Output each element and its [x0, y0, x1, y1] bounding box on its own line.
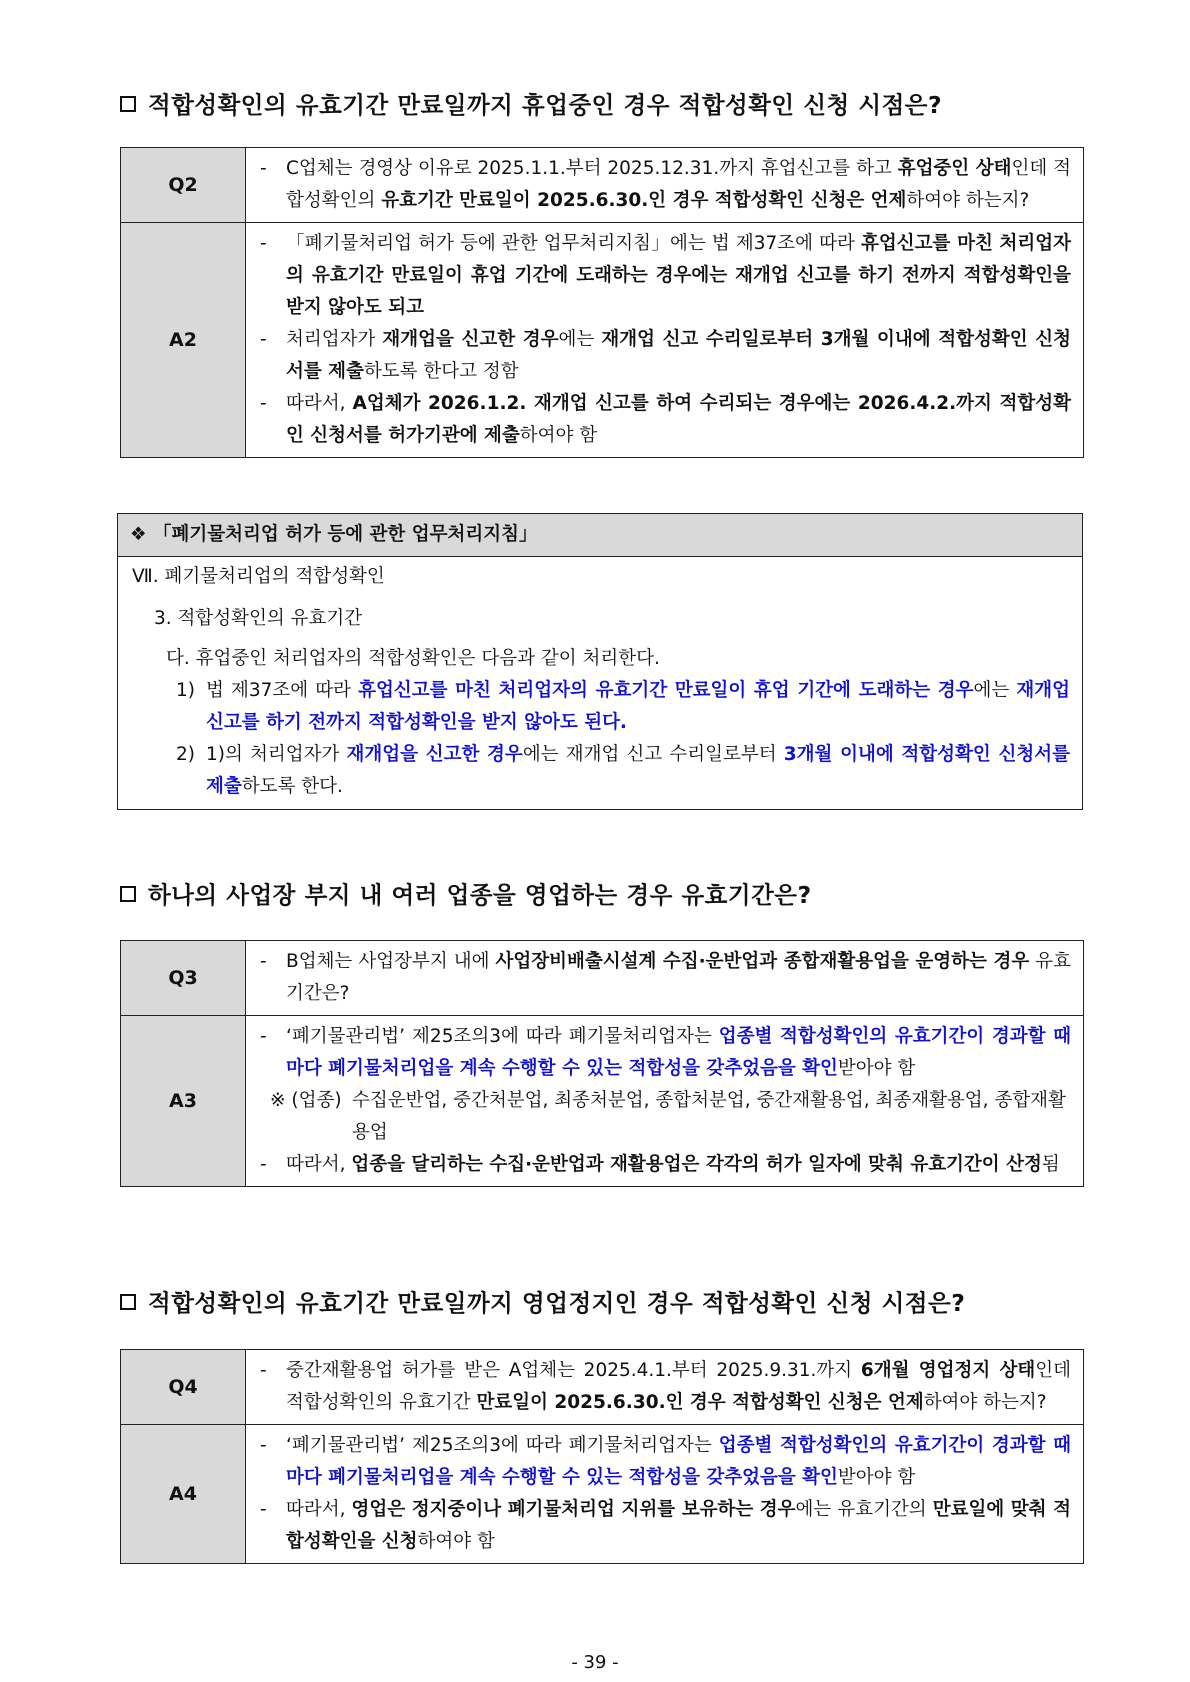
text-segment: 에는 — [558, 329, 602, 350]
text-segment: 재개업을 신고한 경우 — [382, 329, 559, 350]
text-segment: 하도록 한다. — [241, 776, 343, 797]
answer-row — [121, 223, 1084, 458]
answer-text — [286, 388, 1071, 452]
reference-title: ❖ 「폐기물처리업 허가 등에 관한 업무처리지침」 — [118, 514, 1082, 557]
answer-cell: - ‘폐기물관리법’ 제25조의3에 따라 폐기물처리업자는 업종별 적합성확인의 유효기간이 경과할 때마다 폐기물처리업을 계속 수행할 수 있는 적합성을 갖추었음을 확인받아야 함 - 따라서, 영업은 정지중이나 폐기물처리업 지위를 보유하는 경우에는 유효기간의 만료일에 맞춰 적합성확인을 신청하여야 함 — [246, 1425, 1084, 1564]
text-segment: 중간재활용업 허가를 받은 A업체는 2025.4.1.부터 2025.9.31.까지 — [286, 1360, 861, 1381]
text-segment: 재개업 신고 수리일로부터 3개월 이내에 적합성확인 신청서를 제출 — [286, 329, 1071, 382]
checkbox-square-icon — [120, 96, 136, 112]
question-cell: - B업체는 사업장부지 내에 사업장비배출시설계 수집·운반업과 종합재활용업을 운영하는 경우 유효기간은? — [246, 941, 1084, 1016]
text-segment: 6개월 영업정지 상태 — [860, 1360, 1036, 1381]
text-segment: 하여야 함 — [417, 1531, 495, 1552]
text-segment: 업종별 적합성확인의 유효기간이 경과할 때마다 폐기물처리업을 계속 수행할 수 있는 적합성을 갖추었음을 확인 — [286, 1435, 1071, 1488]
text-segment: 유효기간은? — [286, 951, 1072, 1004]
text-segment: 받아야 함 — [837, 1467, 916, 1488]
text-segment: 법 제37조에 따라 — [206, 680, 359, 701]
question-cell: - C업체는 경영상 이유로 2025.1.1.부터 2025.12.31.까지 휴업신고를 하고 휴업중인 상태인데 적합성확인의 유효기간 만료일이 2025.6.30.인 경우 적합성확인 신청은 언제하여야 하는지? — [246, 148, 1084, 223]
reference-chapter: Ⅶ. 폐기물처리업의 적합성확인 — [132, 566, 385, 587]
text-segment: 하여야 하는지? — [906, 190, 1030, 211]
answer-text — [286, 228, 1071, 324]
answer-row — [121, 1425, 1084, 1564]
answer-row — [121, 1016, 1084, 1187]
text-segment: 에는 재개업 신고 수리일로부터 — [522, 744, 784, 765]
text-segment: 하여야 함 — [519, 425, 598, 446]
section-title-1: 적합성확인의 유효기간 만료일까지 휴업중인 경우 적합성확인 신청 시점은? — [120, 86, 942, 120]
checkbox-square-icon — [120, 1294, 136, 1310]
text-segment: 유효기간 만료일이 2025.6.30.인 경우 적합성확인 신청은 언제 — [381, 190, 907, 211]
answer-label: A4 — [121, 1425, 246, 1564]
text-segment: 만료일에 맞춰 적합성확인을 신청 — [286, 1499, 1072, 1552]
reference-clause: 다. 휴업중인 처리업자의 적합성확인은 다음과 같이 처리한다. — [166, 648, 660, 669]
text-segment: 따라서, — [286, 393, 353, 414]
text-segment: 업종별 적합성확인의 유효기간이 경과할 때마다 폐기물처리업을 계속 수행할 수 있는 적합성을 갖추었음을 확인 — [286, 1026, 1071, 1079]
answer-label: A3 — [121, 1016, 246, 1187]
qa-table-q2 — [120, 147, 1084, 458]
text-segment: 하도록 한다고 정함 — [363, 361, 519, 382]
reference-body — [118, 557, 1082, 809]
reference-item-2: 2) 1)의 처리업자가 재개업을 신고한 경우에는 재개업 신고 수리일로부터 3개월 이내에 적합성확인 신청서를 제출하도록 한다. — [176, 744, 1070, 797]
answer-text — [286, 324, 1071, 388]
reference-section: 3. 적합성확인의 유효기간 — [154, 608, 363, 629]
text-segment: ‘폐기물관리법’ 제25조의3에 따라 폐기물처리업자는 — [286, 1026, 719, 1047]
question-text — [286, 946, 1071, 1010]
question-cell: - 중간재활용업 허가를 받은 A업체는 2025.4.1.부터 2025.9.31.까지 6개월 영업정지 상태인데 적합성확인의 유효기간 만료일이 2025.6.30.인 경우 적합성확인 신청은 언제하여야 하는지? — [246, 1350, 1084, 1425]
text-segment: 휴업신고를 마친 처리업자의 유효기간 만료일이 휴업 기간에 도래하는 경우에는 재개업 신고를 하기 전까지 적합성확인을 받지 않아도 되고 — [286, 233, 1072, 318]
text-segment: 따라서, — [286, 1499, 352, 1520]
answer-text — [286, 1494, 1071, 1558]
answer-text — [286, 1149, 1071, 1181]
qa-table-q4 — [120, 1349, 1084, 1564]
text-segment: 따라서, — [286, 1154, 352, 1175]
answer-text — [286, 1430, 1071, 1494]
text-segment: B업체는 사업장부지 내에 — [286, 951, 496, 972]
text-segment: A업체가 2026.1.2. 재개업 신고를 하여 수리되는 경우에는 2026.4.2.까지 적합성확인 신청서를 허가기관에 제출 — [286, 393, 1071, 446]
text-segment: 3개월 이내에 적합성확인 신청서를 제출 — [206, 744, 1070, 797]
qa-table-q3 — [120, 940, 1084, 1187]
question-row — [121, 148, 1084, 223]
question-row — [121, 1350, 1084, 1425]
reference-box — [117, 513, 1083, 810]
question-text — [286, 153, 1071, 217]
text-segment: 「폐기물처리업 허가 등에 관한 업무처리지침」에는 법 제37조에 따라 — [286, 233, 862, 254]
text-segment: 사업장비배출시설계 수집·운반업과 종합재활용업을 운영하는 경우 — [495, 951, 1030, 972]
question-label: Q3 — [121, 941, 246, 1016]
text-segment: 업종을 달리하는 수집·운반업과 재활용업은 각각의 허가 일자에 맞춰 유효기간이 산정 — [351, 1154, 1042, 1175]
text-segment: 만료일이 2025.6.30.인 경우 적합성확인 신청은 언제 — [476, 1392, 924, 1413]
text-segment: ‘폐기물관리법’ 제25조의3에 따라 폐기물처리업자는 — [286, 1435, 719, 1456]
section-title-2: 하나의 사업장 부지 내 여러 업종을 영업하는 경우 유효기간은? — [120, 876, 812, 910]
text-segment: 재개업 신고를 하기 전까지 적합성확인을 받지 않아도 된다. — [206, 680, 1070, 733]
answer-cell: - 「폐기물처리업 허가 등에 관한 업무처리지침」에는 법 제37조에 따라 휴업신고를 마친 처리업자의 유효기간 만료일이 휴업 기간에 도래하는 경우에는 재개업 신고를 하기 전까지 적합성확인을 받지 않아도 되고 - 처리업자가 재개업을 신고한 경우에는 재개업 신고 수리일로부터 3개월 이내에 적합성확인 신청서를 제출하도록 한다고 정함 - 따라서, A업체가 2026.1.2. 재개업 신고를 하여 수리되는 경우에는 2026.4.2.까지 적합성확인 신청서를 허가기관에 제출하여야 함 — [246, 223, 1084, 458]
question-row — [121, 941, 1084, 1016]
text-segment: 휴업신고를 마친 처리업자의 유효기간 만료일이 휴업 기간에 도래하는 경우 — [358, 680, 974, 701]
question-label: Q2 — [121, 148, 246, 223]
question-label: Q4 — [121, 1350, 246, 1425]
text-segment: 받아야 함 — [837, 1058, 916, 1079]
answer-cell: - ‘폐기물관리법’ 제25조의3에 따라 폐기물처리업자는 업종별 적합성확인의 유효기간이 경과할 때마다 폐기물처리업을 계속 수행할 수 있는 적합성을 갖추었음을 확인받아야 함 ※ (업종) 수집운반업, 중간처분업, 최종처분업, 종합처분업, 중간재활용업, 최종재활용업, 종합재활용업 - 따라서, 업종을 달리하는 수집·운반업과 재활용업은 각각의 허가 일자에 맞춰 유효기간이 산정됨 — [246, 1016, 1084, 1187]
page-number: - 39 - — [571, 1652, 619, 1673]
text-segment: 영업은 정지중이나 폐기물처리업 지위를 보유하는 경우 — [351, 1499, 796, 1520]
text-segment: 휴업중인 상태 — [897, 158, 1012, 179]
reference-item-1: 1) 법 제37조에 따라 휴업신고를 마친 처리업자의 유효기간 만료일이 휴업 기간에 도래하는 경우에는 재개업 신고를 하기 전까지 적합성확인을 받지 않아도 된다. — [176, 680, 1070, 733]
text-segment: 하여야 하는지? — [923, 1392, 1047, 1413]
text-segment: 됨 — [1041, 1154, 1060, 1175]
checkbox-square-icon — [120, 886, 136, 902]
question-text — [286, 1355, 1071, 1419]
text-segment: 재개업을 신고한 경우 — [346, 744, 523, 765]
section-title-3: 적합성확인의 유효기간 만료일까지 영업정지인 경우 적합성확인 신청 시점은? — [120, 1284, 965, 1318]
text-segment: 인데 적합성확인의 — [286, 158, 1071, 211]
answer-label: A2 — [121, 223, 246, 458]
text-segment: C업체는 경영상 이유로 2025.1.1.부터 2025.12.31.까지 휴업신고를 하고 — [286, 158, 898, 179]
text-segment: 에는 유효기간의 — [795, 1499, 933, 1520]
answer-note: ※ (업종) 수집운반업, 중간처분업, 최종처분업, 종합처분업, 중간재활용업, 최종재활용업, 종합재활용업 — [270, 1090, 1066, 1143]
text-segment: 1)의 처리업자가 — [206, 744, 347, 765]
text-segment: 처리업자가 — [286, 329, 383, 350]
answer-text — [286, 1021, 1071, 1085]
text-segment: 인데 적합성확인의 유효기간 — [286, 1360, 1071, 1413]
text-segment: 에는 — [973, 680, 1017, 701]
